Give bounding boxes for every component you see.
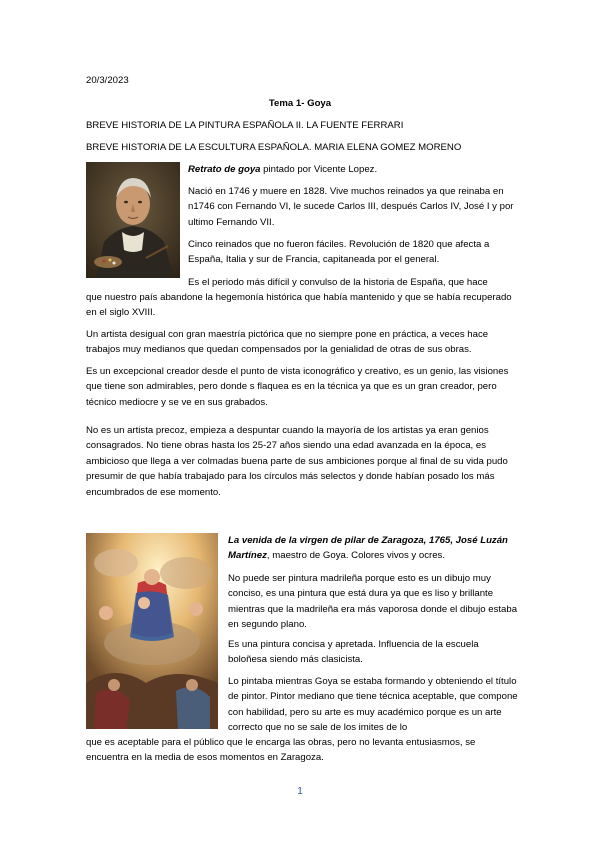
final-paragraph-first-lines: Lo pintaba mientras Goya se estaba formando y obteniendo el título de pintor. Pintor mediano que tiene técnica aceptable, que compone con habilidad, pero su arte es muy académico porque es un arte correcto que no se sale de los imites de lo — [228, 676, 518, 734]
wrap-paragraph-rest: que nuestro país abandone la hegemonía histórica que había mantenido y que se había recuperado en el siglo XVIII. — [86, 292, 512, 319]
final-paragraph-rest: que es aceptable para el público que le encarga las obras, pero no levanta entusiasmos, se encuentra en la media de esos momentos en Zaragoza. — [86, 737, 476, 764]
portrait-paragraph: Nació en 1746 y muere en 1828. Vive muchos reinados ya que reinaba en n1746 con Fernando VI, le sucede Carlos III, después Carlos IV, José I y por ultimo Fernando VII. — [188, 186, 514, 228]
portrait-caption-title: Retrato de goya — [188, 164, 261, 175]
painting-paragraph: No puede ser pintura madrileña porque esto es un dibujo muy conciso, es una pintura que está dura ya que es liso y brillante mientras que la madrileña era más vaporosa donde el dibujo estaba en segundo plano. — [228, 573, 518, 631]
reference-line: BREVE HISTORIA DE LA ESCULTURA ESPAÑOLA. MARIA ELENA GOMEZ MORENO — [86, 142, 462, 153]
document-title: Tema 1- Goya — [268, 98, 332, 109]
document-date: 20/3/2023 — [86, 75, 129, 86]
reference-line: BREVE HISTORIA DE LA PINTURA ESPAÑOLA II. LA FUENTE FERRARI — [86, 120, 404, 131]
body-paragraph: No es un artista precoz, empieza a despuntar cuando la mayoría de los artistas ya eran genios consagrados. No tiene obras hasta los 25-27 años siendo una edad avanzada en la época, es ambicioso que llega a ver colmadas buena parte de sus ambiciones porque al final de su vida pudo presumir de que había trabajado para los círculos más selectos y donde habían posado los más encumbrados de ese momento. — [86, 425, 508, 498]
page-number: 1 — [297, 786, 303, 797]
painting-paragraph: Es una pintura concisa y apretada. Influencia de la escuela boloñesa siendo más clasicista. — [228, 639, 479, 666]
body-paragraph: Es un excepcional creador desde el punto de vista iconográfico y creativo, es un genio, las visiones que tiene son admirables, pero donde s flaquea es en la técnica ya que es un gran creador, pero técnico mediocre y se ve en sus grabados. — [86, 366, 509, 408]
body-paragraph: Un artista desigual con gran maestría pictórica que no siempre pone en práctica, a veces hace trabajos muy medianos que quedan compensados por la genialidad de otras de sus obras. — [86, 329, 489, 356]
portrait-caption-rest: pintado por Vicente Lopez. — [260, 164, 378, 175]
portrait-paragraph: Cinco reinados que no fueron fáciles. Revolución de 1820 que afecta a España, Italia y sur de Francia, capitaneada por el general. — [188, 239, 490, 266]
goya-portrait-image — [86, 162, 180, 278]
painting-caption — [228, 533, 518, 564]
wrap-paragraph-first-line: Es el periodo más difícil y convulso de la historia de España, que hace — [188, 277, 488, 288]
virgin-pilar-painting-image — [86, 533, 218, 729]
portrait-caption — [188, 162, 516, 177]
painting-caption-rest: , maestro de Goya. Colores vivos y ocres. — [266, 550, 446, 562]
painting-caption-title: La venida de la virgen de pilar de Zaragoza, 1765, José Luzán Martínez — [228, 535, 508, 562]
